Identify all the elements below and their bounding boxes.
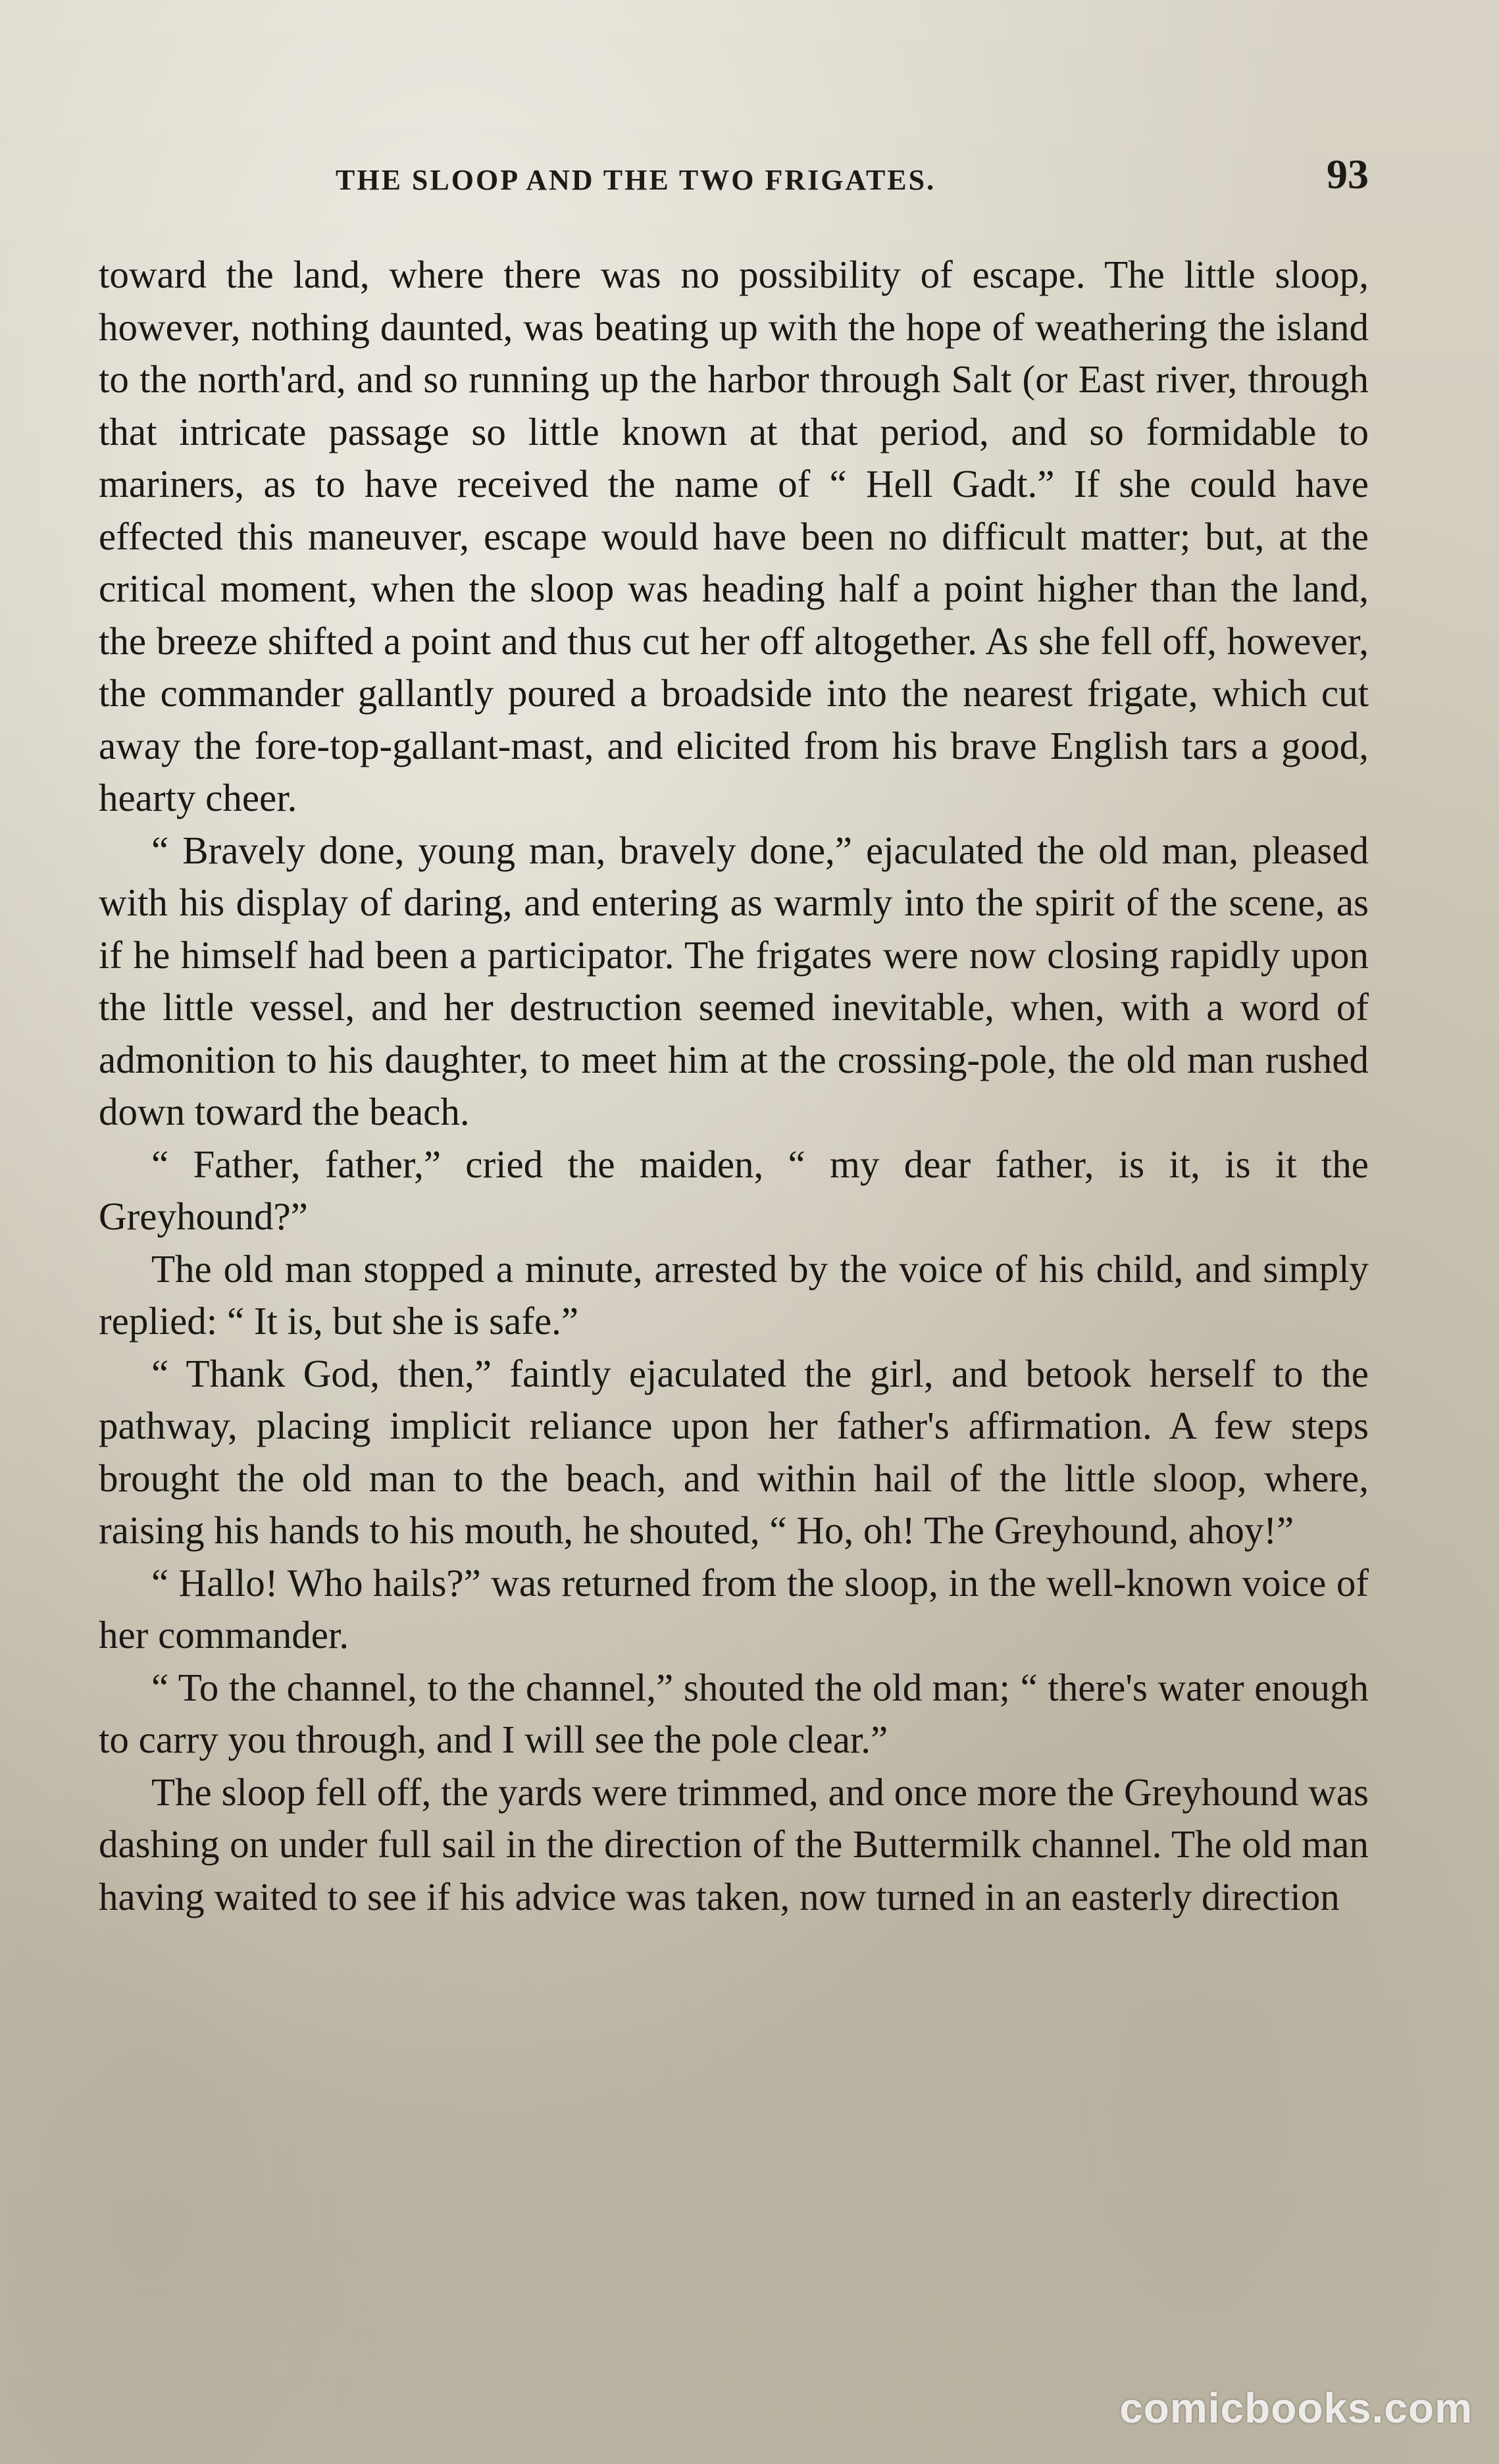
paragraph-1: toward the land, where there was no possibility of escape. The little sloop, however, nothing daunted, was beating up with the hope of weathering the island to the north'ard, and so running up the harbor through Salt (or East river, through that intricate passage so little known at that period, and so formidable to mariners, as to have received the name of “ Hell Gadt.” If she could have effected this maneuver, escape would have been no difficult matter; but, at the critical moment, when the sloop was heading half a point higher than the land, the breeze shifted a point and thus cut her off altogether. As she fell off, however, the commander gallantly poured a broadside into the nearest frigate, which cut away the fore-top-gallant-mast, and elicited from his brave English tars a good, hearty cheer. [99, 253, 1369, 819]
paragraph-3: “ Father, father,” cried the maiden, “ my dear father, is it, is it the Greyhound?” [99, 1142, 1369, 1238]
page-number: 93 [1327, 151, 1369, 197]
paragraph-4: The old man stopped a minute, arrested by the voice of his child, and simply replied: “ It is, but she is safe.” [99, 1246, 1369, 1343]
paragraph-5: “ Thank God, then,” faintly ejaculated the girl, and betook herself to the pathway, placing implicit reliance upon her father's affirmation. A few steps brought the old man to the beach, and within hail of the little sloop, where, raising his hands to his mouth, he shouted, “ Ho, oh! The Greyhound, ahoy!” [99, 1351, 1369, 1552]
paragraph-6: “ Hallo! Who hails?” was returned from the sloop, in the well-known voice of her commander. [99, 1560, 1369, 1656]
body-text [99, 249, 1369, 1923]
paragraph-2: “ Bravely done, young man, bravely done,” ejaculated the old man, pleased with his display of daring, and entering as warmly into the spirit of the scene, as if he himself had been a participator. The frigates were now closing rapidly upon the little vessel, and her destruction seemed inevitable, when, with a word of admonition to his daughter, to meet him at the crossing-pole, the old man rushed down toward the beach. [99, 828, 1369, 1133]
page-header [99, 150, 1369, 209]
watermark: comicbooks.com [1119, 2384, 1473, 2432]
running-title: THE SLOOP AND THE TWO FRIGATES. [336, 164, 936, 196]
paragraph-7: “ To the channel, to the channel,” shouted the old man; “ there's water enough to carry you through, and I will see the pole clear.” [99, 1665, 1369, 1761]
paragraph-8: The sloop fell off, the yards were trimmed, and once more the Greyhound was dashing on under full sail in the direction of the Buttermilk channel. The old man having waited to see if his advice was taken, now turned in an easterly direction [99, 1770, 1369, 1918]
